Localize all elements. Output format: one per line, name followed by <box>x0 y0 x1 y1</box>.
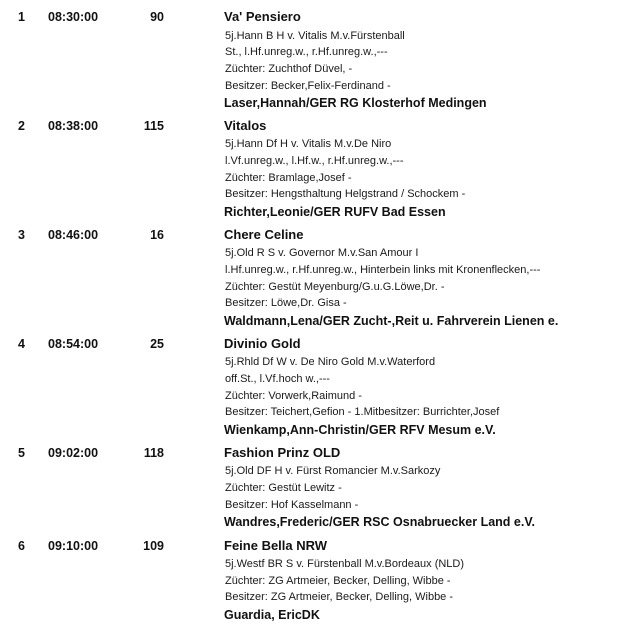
entry-start-number: 109 <box>143 539 164 553</box>
entry-order: 4 <box>18 337 25 351</box>
entry-order: 6 <box>18 539 25 553</box>
entry-order: 1 <box>18 10 25 24</box>
owner-line: Besitzer: Hengsthaltung Helgstrand / Schockem - <box>225 188 466 200</box>
owner-line: Besitzer: ZG Artmeier, Becker, Delling, Wibbe - <box>225 591 454 603</box>
entry-start-time: 08:38:00 <box>48 119 99 133</box>
owner-line: Besitzer: Teichert,Gefion - 1.Mitbesitzer: Burrichter,Josef <box>225 406 500 418</box>
horse-name: Vitalos <box>224 118 267 133</box>
breeder-line: Züchter: Zuchthof Düvel, - <box>225 63 353 75</box>
entry-start-number: 118 <box>143 446 164 460</box>
entry-start-number: 25 <box>150 337 164 351</box>
entry-start-time: 09:02:00 <box>48 446 99 460</box>
horse-name: Va' Pensiero <box>224 9 301 24</box>
entry-start-number: 90 <box>150 10 164 24</box>
entry-start-time: 08:30:00 <box>48 10 99 24</box>
horse-name: Chere Celine <box>224 227 304 242</box>
owner-line: Besitzer: Becker,Felix-Ferdinand - <box>225 80 391 92</box>
breeder-line: Züchter: Gestüt Lewitz - <box>225 482 342 494</box>
rider-name: Waldmann,Lena/GER Zucht-,Reit u. Fahrverein Lienen e. <box>224 314 559 328</box>
entry-start-time: 08:54:00 <box>48 337 99 351</box>
breeder-line: Züchter: Gestüt Meyenburg/G.u.G.Löwe,Dr. - <box>225 281 445 293</box>
horse-pedigree: 5j.Old R S v. Governor M.v.San Amour I <box>225 247 419 259</box>
horse-name: Fashion Prinz OLD <box>224 445 341 460</box>
rider-name: Wienkamp,Ann-Christin/GER RFV Mesum e.V. <box>224 423 496 437</box>
horse-markings: St., l.Hf.unreg.w., r.Hf.unreg.w.,--- <box>225 46 388 58</box>
horse-markings: l.Hf.unreg.w., r.Hf.unreg.w., Hinterbein links mit Kronenflecken,--- <box>225 264 541 276</box>
horse-pedigree: 5j.Hann B H v. Vitalis M.v.Fürstenball <box>225 30 405 42</box>
breeder-line: Züchter: ZG Artmeier, Becker, Delling, Wibbe - <box>225 575 451 587</box>
owner-line: Besitzer: Hof Kasselmann - <box>225 499 359 511</box>
horse-pedigree: 5j.Hann Df H v. Vitalis M.v.De Niro <box>225 138 392 150</box>
rider-name: Laser,Hannah/GER RG Klosterhof Medingen <box>224 96 487 110</box>
horse-pedigree: 5j.Rhld Df W v. De Niro Gold M.v.Waterford <box>225 356 436 368</box>
entry-order: 5 <box>18 446 25 460</box>
entry-order: 3 <box>18 228 25 242</box>
entry-order: 2 <box>18 119 25 133</box>
entry-start-time: 08:46:00 <box>48 228 99 242</box>
rider-name: Wandres,Frederic/GER RSC Osnabruecker Land e.V. <box>224 515 535 529</box>
owner-line: Besitzer: Löwe,Dr. Gisa - <box>225 297 347 309</box>
horse-markings: l.Vf.unreg.w., l.Hf.w., r.Hf.unreg.w.,--- <box>225 155 404 167</box>
rider-name: Richter,Leonie/GER RUFV Bad Essen <box>224 205 446 219</box>
horse-pedigree: 5j.Westf BR S v. Fürstenball M.v.Bordeaux (NLD) <box>225 558 465 570</box>
horse-markings: off.St., l.Vf.hoch w.,--- <box>225 373 330 385</box>
entry-start-number: 115 <box>143 119 164 133</box>
entry-start-time: 09:10:00 <box>48 539 99 553</box>
horse-pedigree: 5j.Old DF H v. Fürst Romancier M.v.Sarkozy <box>225 465 441 477</box>
horse-name: Feine Bella NRW <box>224 538 328 553</box>
rider-name: Guardia, EricDK <box>224 608 320 622</box>
horse-name: Divinio Gold <box>224 336 301 351</box>
breeder-line: Züchter: Bramlage,Josef - <box>225 172 352 184</box>
breeder-line: Züchter: Vorwerk,Raimund - <box>225 390 362 402</box>
entry-start-number: 16 <box>150 228 164 242</box>
